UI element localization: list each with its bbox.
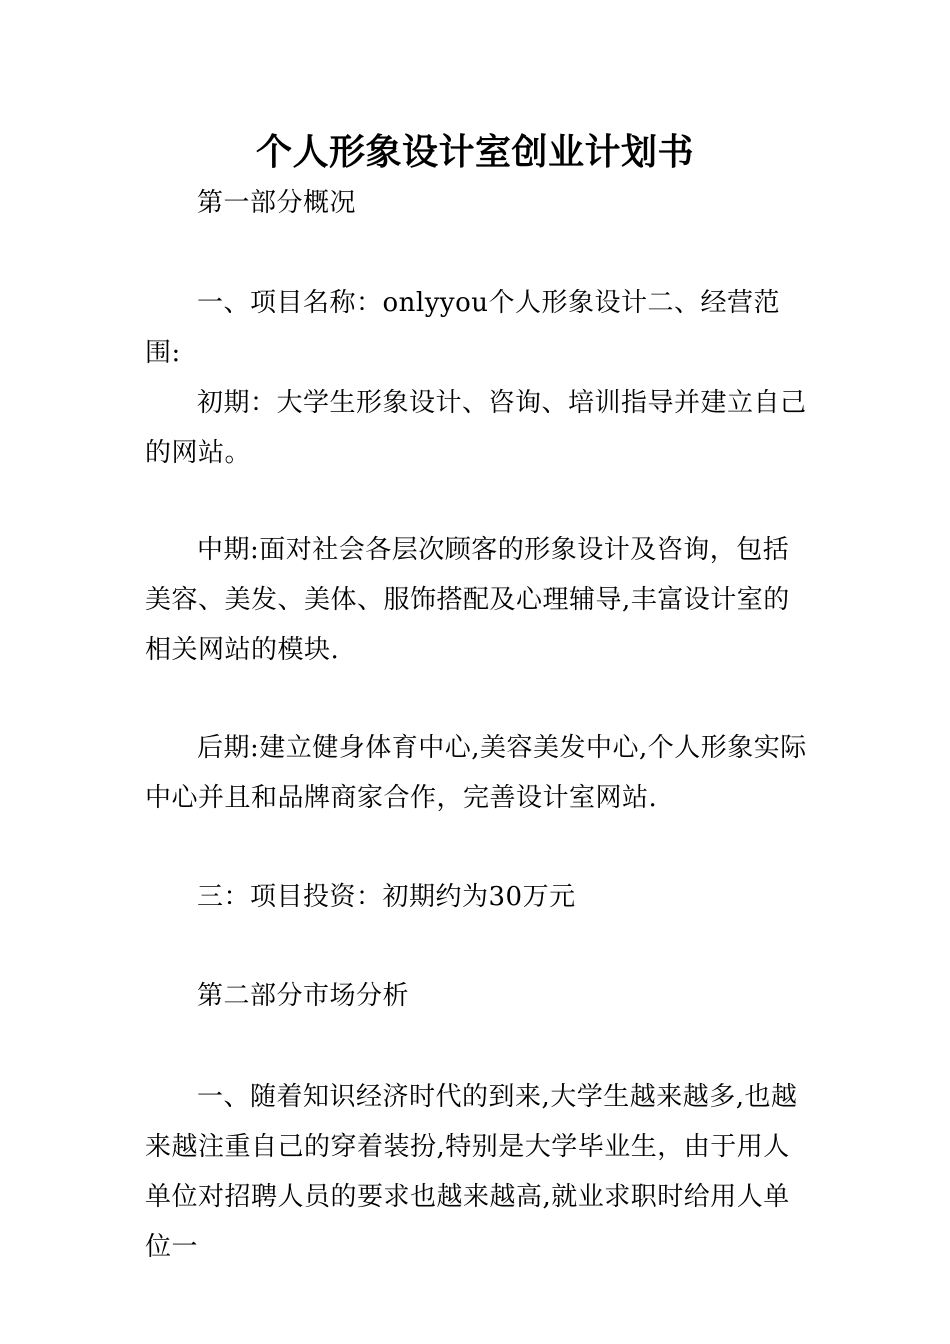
- paragraph-part-two-heading: 第二部分市场分析: [197, 981, 410, 1011]
- paragraph-middle-stage: 中期:面对社会各层次顾客的形象设计及咨询，包括美容、美发、美体、服饰搭配及心理辅导,丰富设计室的相关网站的模块.: [145, 535, 790, 665]
- paragraph-initial-stage: 初期：大学生形象设计、咨询、培训指导并建立自己的网站。: [145, 388, 807, 468]
- paragraph-market-analysis: 一、随着知识经济时代的到来,大学生越来越多,也越来越注重自己的穿着装扮,特别是大学毕业生，由于用人单位对招聘人员的要求也越来越高,就业求职时给用人单位一: [145, 1082, 798, 1262]
- paragraph-part-one-heading: 第一部分概况: [197, 188, 357, 218]
- paragraph-investment: 三：项目投资：初期约为30万元: [197, 882, 576, 912]
- document-title: 个人形象设计室创业计划书: [255, 131, 694, 173]
- paragraph-later-stage: 后期:建立健身体育中心,美容美发中心,个人形象实际中心并且和品牌商家合作，完善设计室网站.: [145, 733, 807, 813]
- paragraph-project-name: 一、项目名称：onlyyou个人形象设计二、经营范围:: [145, 288, 780, 368]
